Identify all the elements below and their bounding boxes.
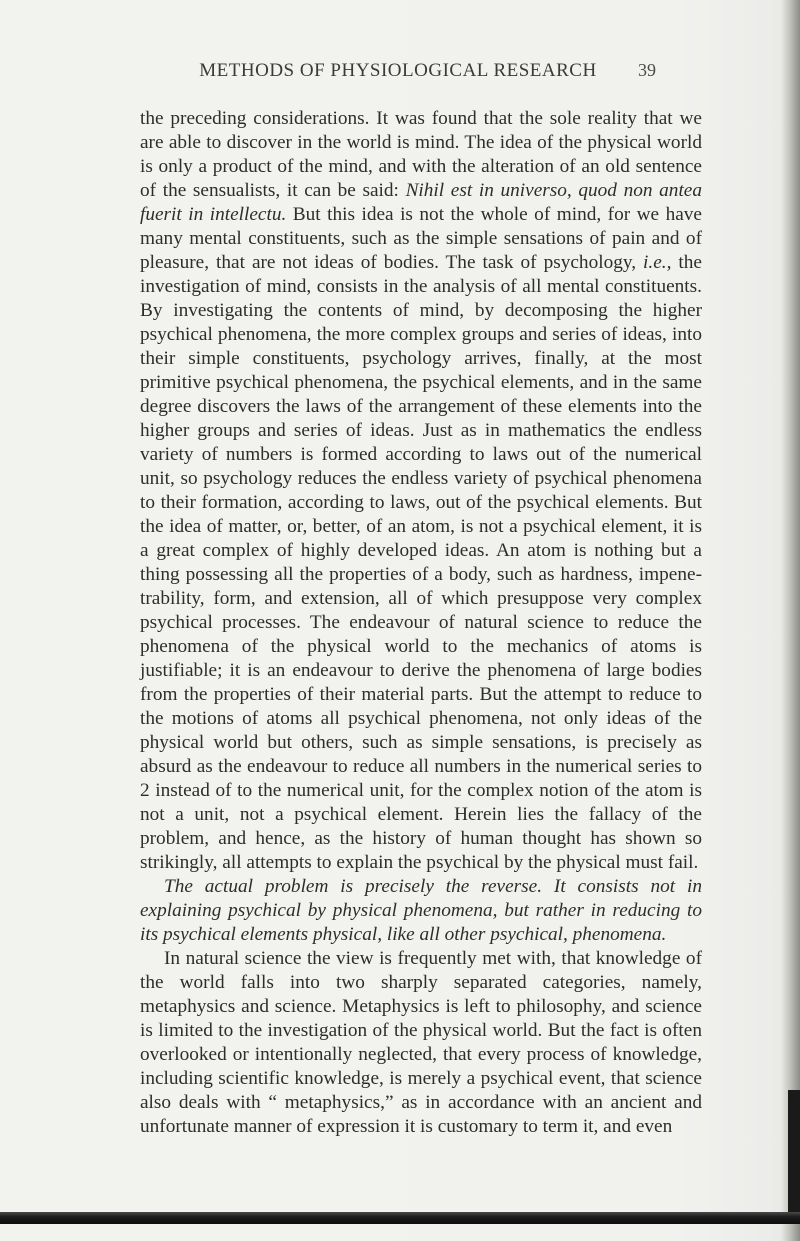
latin-quotation: Nihil est in universo, quod non antea fuerit in intellectu. bbox=[140, 180, 702, 225]
ie-abbreviation: i.e., bbox=[643, 252, 672, 273]
binding-edge-mark bbox=[788, 1090, 800, 1224]
paragraph-1-part-c: the investigation of mind, consists in the analysis of all mental constituents. By investigating the contents of mind, by decomposing the higher psychical phenomena, the more complex groups and series of ideas, into their simple constituents, psychology arrives, finally, at the most primitive psychical phenomena, the psychical elements, and in the same degree discovers the laws of the arrangement of these elements into the higher groups and series of ideas. Just as in mathematics the endless variety of numbers is formed according to laws out of the numerical unit, so psychology reduces the endless variety of psychical phenomena to their formation, according to laws, out of the psychical elements. But the idea of matter, or, better, of an atom, is not a psychical element, it is a great complex of highly developed ideas. An atom is nothing but a thing possessing all the properties of a body, such as hardness, impenetrability, form, and extension, all of which presuppose very complex psychical processes. The endeavour of natural science to reduce the phenomena of the physical world to the mechanics of atoms is justifiable; it is an endeavour to derive the phenomena of large bodies from the properties of their material parts. But the attempt to reduce to the motions of atoms all psychical phenomena, not only ideas of the physical world but others, such as simple sensations, is precisely as absurd as the endeavour to reduce all numbers in the numerical series to 2 instead of to the numerical unit, for the complex notion of the atom is not a unit, not a psychical element. Herein lies the fallacy of the problem, and hence, as the history of human thought has shown so strikingly, all attempts to explain the psychical by the physical must fail. bbox=[140, 252, 702, 873]
page-number: 39 bbox=[638, 60, 656, 80]
paragraph-2-italic bbox=[140, 875, 702, 947]
paragraph-1-part-a: the preceding considerations. It was found that the sole reality that we are able to discover in the world is mind. The idea of the physical world is only a product of the mind, and with the alteration of an old sentence of the sensualists, it can be said: bbox=[140, 108, 702, 201]
paragraph-1-part-b: But this idea is not the whole of mind, for we have many mental constituents, such as the simple sensations of pain and of pleasure, that are not ideas of bodies. The task of psychology, bbox=[140, 204, 702, 273]
paragraph-3: In natural science the view is frequently met with, that knowledge of the world falls into two sharply separated categories, namely, metaphysics and science. Metaphysics is left to philosophy, and science is limited to the investigation of the physical world. But the fact is often overlooked or intentionally neglected, that every process of knowledge, including scientific knowledge, is merely a psychical event, that science also deals with “ metaphysics,” as in accordance with an ancient and unfortunate manner of expression it is customary to term it, and even bbox=[140, 948, 702, 1137]
page-right-edge bbox=[781, 0, 800, 1241]
italic-thesis: The actual problem is precisely the reverse. It consists not in explaining psychical by physical phenomena, but rather in reducing to its psychical elements physical, like all other psychical, phenomena. bbox=[140, 876, 702, 945]
paragraph-1 bbox=[140, 107, 702, 875]
body-text bbox=[140, 107, 702, 1139]
page-bottom-edge bbox=[0, 1212, 800, 1224]
running-head: METHODS OF PHYSIOLOGICAL RESEARCH bbox=[199, 60, 597, 81]
